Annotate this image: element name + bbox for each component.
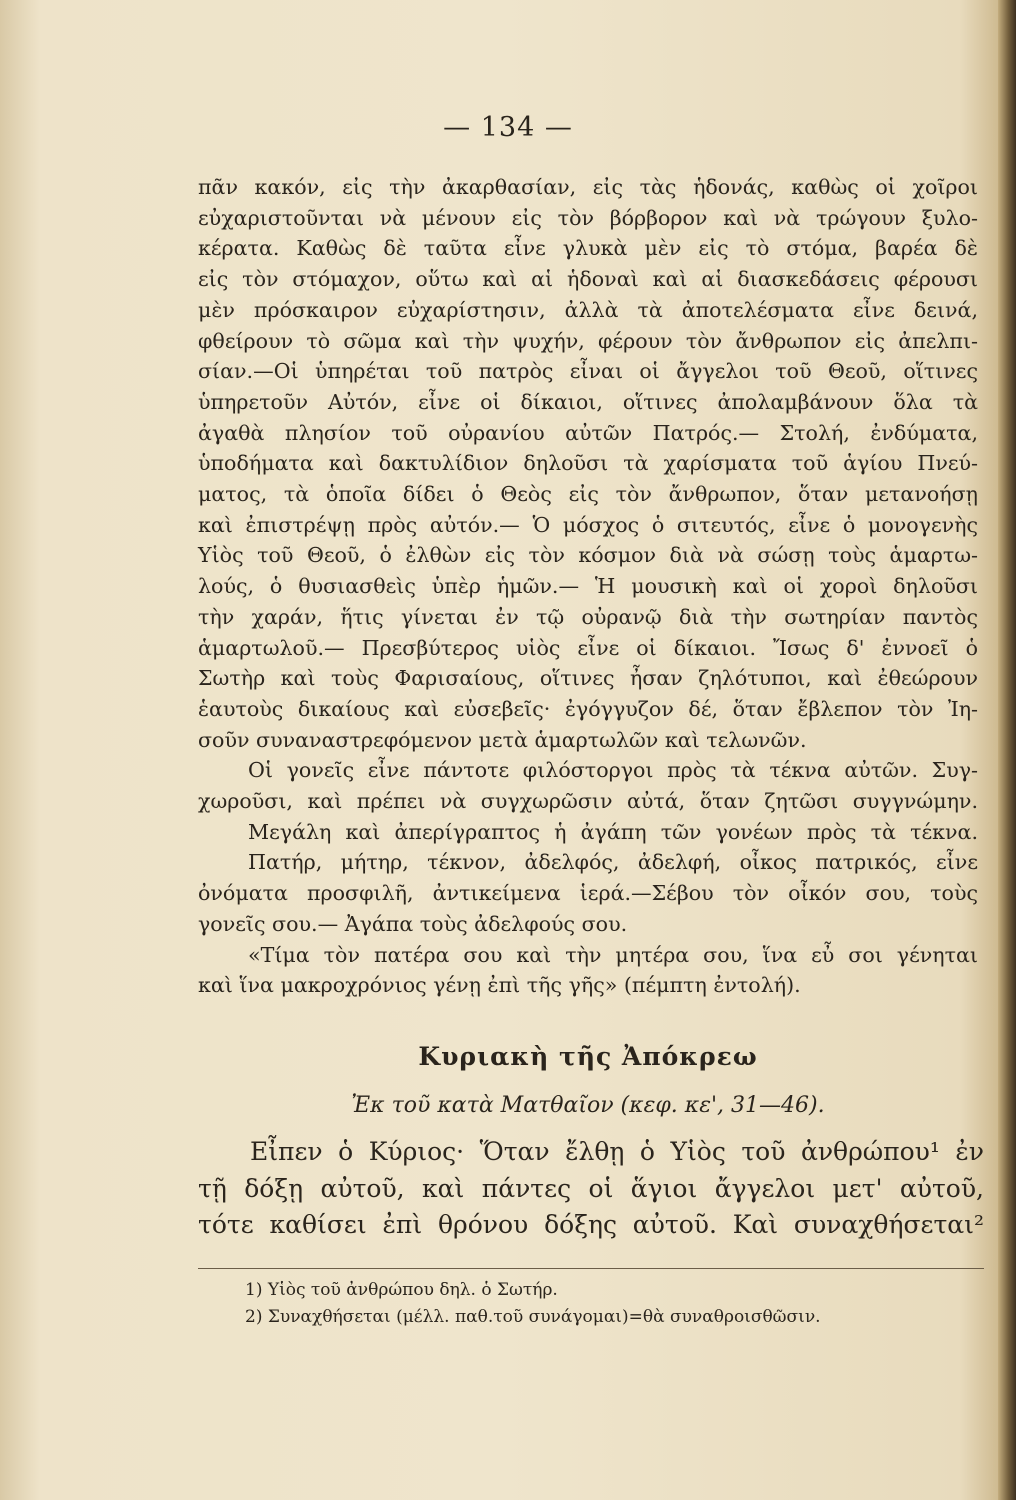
text-line: τὴν χαράν, ἥτις γίνεται ἐν τῷ οὐρανῷ διὰ τὴν σωτηρίαν παντὸς	[198, 604, 978, 629]
gospel-text	[198, 1134, 984, 1244]
text-line: κέρατα. Καθὼς δὲ ταῦτα εἶνε γλυκὰ μὲν εἰς τὸ στόμα, βαρέα δὲ	[198, 236, 978, 261]
footnote-divider	[198, 1268, 984, 1269]
text-line: ὑπηρετοῦν Αὐτόν, εἶνε οἱ δίκαιοι, οἵτινες ἀπολαμβάνουν ὅλα τὰ	[198, 389, 978, 414]
section-heading: Κυριακὴ τῆς Ἀπόκρεω	[418, 1042, 758, 1071]
footnotes	[245, 1277, 985, 1331]
text-line: ὑποδήματα καὶ δακτυλίδιον δηλοῦσι τὰ χαρίσματα τοῦ ἁγίου Πνεύ-	[198, 451, 978, 476]
text-line: φθείρουν τὸ σῶμα καὶ τὴν ψυχήν, φέρουν τὸν ἄνθρωπον εἰς ἀπελπι-	[198, 328, 978, 353]
footnote: 1) Υἱὸς τοῦ ἀνθρώπου δηλ. ὁ Σωτήρ.	[245, 1280, 558, 1300]
text-line: Σωτὴρ καὶ τοὺς Φαρισαίους, οἵτινες ἦσαν ζηλότυποι, καὶ ἐθεώρουν	[198, 666, 978, 691]
page-number: — 134 —	[443, 112, 573, 143]
text-line: ἁμαρτωλοῦ.— Πρεσβύτερος υἱὸς εἶνε οἱ δίκαιοι. Ἴσως δ' ἐννοεῖ ὁ	[198, 635, 978, 660]
commentary-text	[198, 172, 978, 1001]
text-line: ματος, τὰ ὁποῖα δίδει ὁ Θεὸς εἰς τὸν ἄνθρωπον, ὅταν μετανοήσῃ	[198, 482, 978, 507]
text-line: λούς, ὁ θυσιασθεὶς ὑπὲρ ἡμῶν.— Ἡ μουσικὴ καὶ οἱ χοροὶ δηλοῦσι	[198, 574, 978, 599]
section-subheading: Ἐκ τοῦ κατὰ Ματθαῖον (κεφ. κε', 31—46).	[351, 1093, 825, 1118]
text-line: μὲν πρόσκαιρον εὐχαρίστησιν, ἀλλὰ τὰ ἀποτελέσματα εἶνε δεινά,	[198, 297, 978, 322]
text-line: καὶ ἵνα μακροχρόνιος γένῃ ἐπὶ τῆς γῆς» (πέμπτη ἐντολή).	[198, 973, 801, 998]
text-line: χωροῦσι, καὶ πρέπει νὰ συγχωρῶσιν αὐτά, ὅταν ζητῶσι συγγνώμην.	[198, 789, 978, 814]
text-line: εἰς τὸν στόμαχον, οὕτω καὶ αἱ ἡδοναὶ καὶ αἱ διασκεδάσεις φέρουσι	[198, 267, 978, 292]
text-line: Μεγάλη καὶ ἀπερίγραπτος ἡ ἀγάπη τῶν γονέων πρὸς τὰ τέκνα.	[248, 819, 978, 844]
text-line: ἀγαθὰ πλησίον τοῦ οὐρανίου αὐτῶν Πατρός.— Στολή, ἐνδύματα,	[198, 420, 978, 445]
text-line: εὐχαριστοῦνται νὰ μένουν εἰς τὸν βόρβορον καὶ νὰ τρώγουν ξυλο-	[198, 205, 978, 230]
gospel-line: Εἶπεν ὁ Κύριος· Ὅταν ἔλθῃ ὁ Υἱὸς τοῦ ἀνθρώπου¹ ἐν	[250, 1137, 984, 1166]
text-line: Πατήρ, μήτηρ, τέκνον, ἀδελφός, ἀδελφή, οἶκος πατρικός, εἶνε	[248, 850, 978, 875]
text-line: πᾶν κακόν, εἰς τὴν ἀκαρθασίαν, εἰς τὰς ἡδονάς, καθὼς οἱ χοῖροι	[198, 175, 978, 199]
text-line: καὶ ἐπιστρέψῃ πρὸς αὐτόν.— Ὁ μόσχος ὁ σιτευτός, εἶνε ὁ μονογενὴς	[198, 512, 978, 537]
text-line: «Τίμα τὸν πατέρα σου καὶ τὴν μητέρα σου, ἵνα εὖ σοι γένηται	[248, 942, 978, 967]
text-line: Υἱὸς τοῦ Θεοῦ, ὁ ἐλθὼν εἰς τὸν κόσμον διὰ νὰ σώσῃ τοὺς ἁμαρτω-	[198, 543, 978, 568]
book-spine-shadow	[998, 0, 1016, 1500]
text-line: σίαν.—Οἱ ὑπηρέται τοῦ πατρὸς εἶναι οἱ ἄγγελοι τοῦ Θεοῦ, οἵτινες	[198, 359, 978, 384]
text-line: ὀνόματα προσφιλῆ, ἀντικείμενα ἱερά.—Σέβου τὸν οἶκόν σου, τοὺς	[198, 881, 978, 906]
footnote: 2) Συναχθήσεται (μέλλ. παθ.τοῦ συνάγομαι)=θὰ συναθροισθῶσιν.	[245, 1307, 821, 1327]
text-line: ἑαυτοὺς δικαίους καὶ εὐσεβεῖς· ἐγόγγυζον δέ, ὅταν ἔβλεπον τὸν Ἰη-	[198, 696, 978, 721]
gospel-line: τότε καθίσει ἐπὶ θρόνου δόξης αὐτοῦ. Καὶ συναχθήσεται²	[198, 1210, 984, 1239]
text-line: γονεῖς σου.— Ἀγάπα τοὺς ἀδελφούς σου.	[198, 911, 628, 936]
text-line: σοῦν συναναστρεφόμενον μετὰ ἁμαρτωλῶν καὶ τελωνῶν.	[198, 727, 807, 752]
text-line: Οἱ γονεῖς εἶνε πάντοτε φιλόστοργοι πρὸς τὰ τέκνα αὐτῶν. Συγ-	[248, 758, 978, 783]
gospel-line: τῇ δόξῃ αὐτοῦ, καὶ πάντες οἱ ἅγιοι ἄγγελοι μετ' αὐτοῦ,	[198, 1173, 984, 1203]
